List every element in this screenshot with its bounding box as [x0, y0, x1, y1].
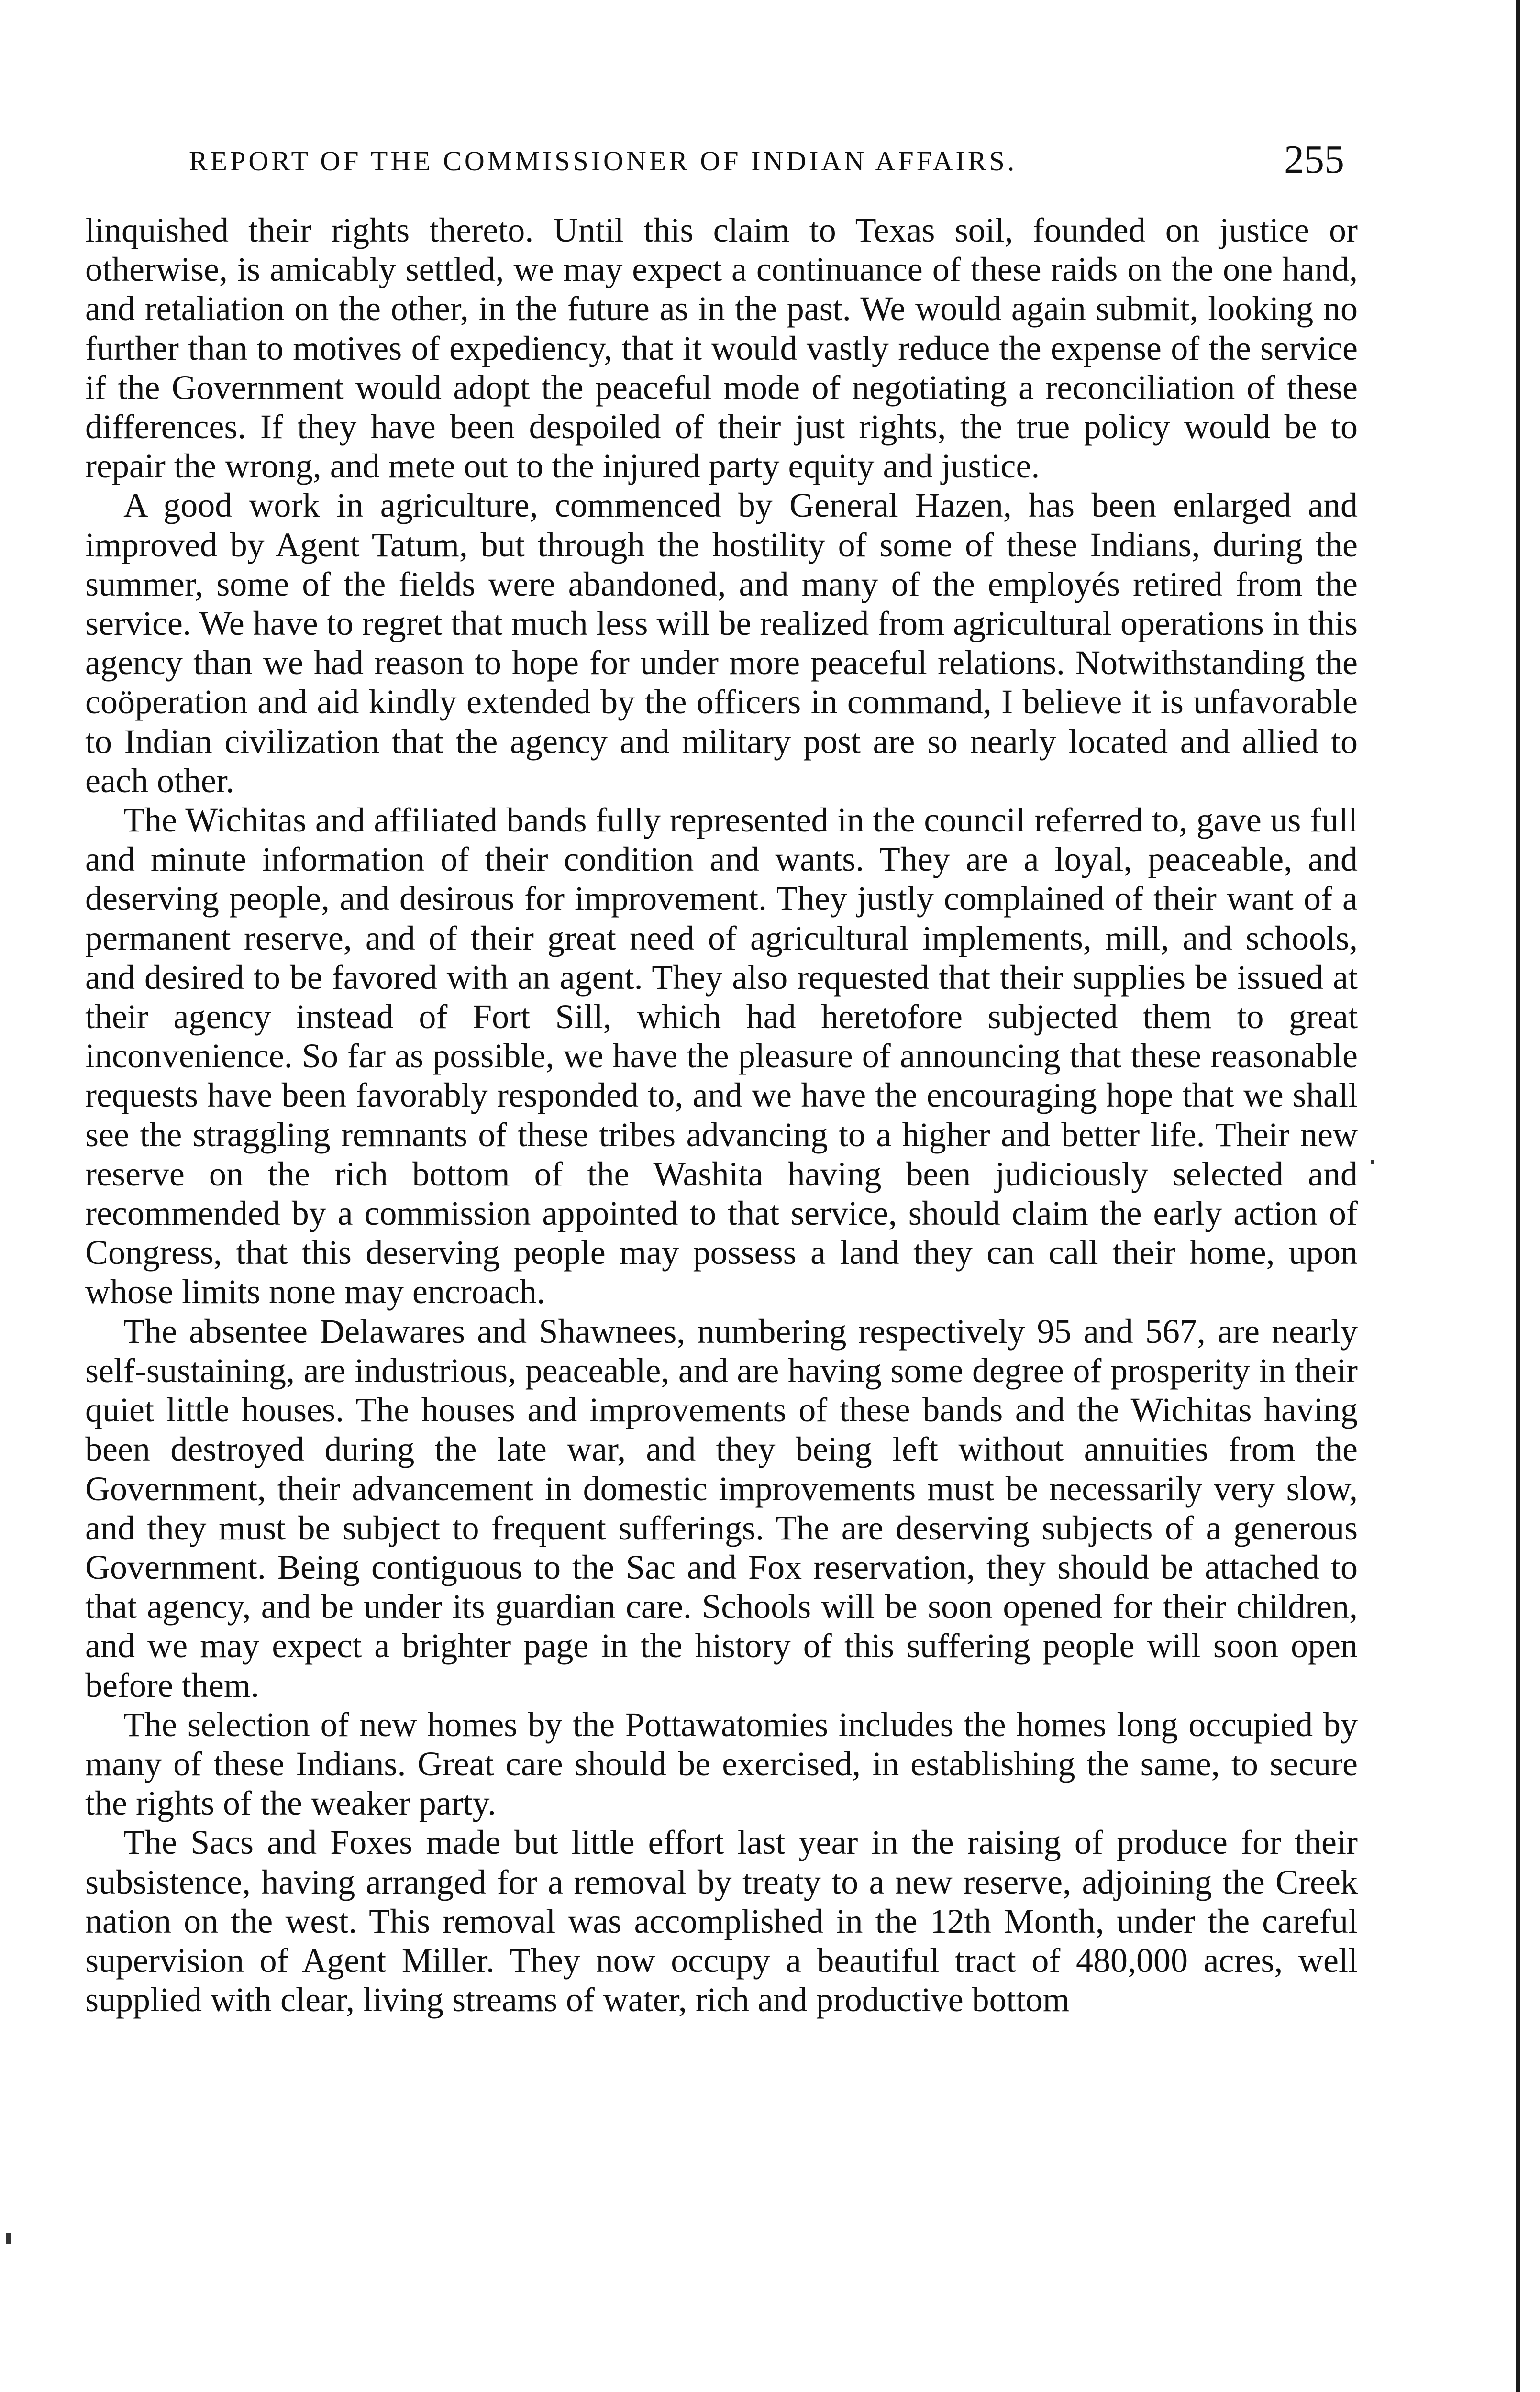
running-title: REPORT OF THE COMMISSIONER OF INDIAN AFFAIRS. — [189, 145, 1018, 177]
running-header — [189, 136, 1344, 189]
paragraph: A good work in agriculture, commenced by General Hazen, has been enlarged and improved by Agent Tatum, but through the hostility of some of these Indians, during the summer, some of the fields were abandoned, and many of the employés retired from the service. We have to regret that much less will be realized from agricultural operations in this agency than we had reason to hope for under more peaceful relations. Notwithstanding the coöperation and aid kindly extended by the officers in command, I believe it is unfavorable to Indian civilization that the agency and military post are so nearly located and allied to each other. — [85, 486, 1358, 800]
page-edge-rule — [1516, 0, 1520, 2392]
paragraph: The absentee Delawares and Shawnees, numbering respectively 95 and 567, are nearly self-sustaining, are industrious, peaceable, and are having some degree of prosperity in their quiet little houses. The houses and improvements of these bands and the Wichitas having been destroyed during the late war, and they being left without annuities from the Government, their advancement in domestic improvements must be necessarily very slow, and they must be subject to frequent sufferings. The are deserving subjects of a generous Government. Being contiguous to the Sac and Fox reservation, they should be attached to that agency, and be under its guardian care. Schools will be soon opened for their children, and we may expect a brighter page in the history of this suffering people will soon open before them. — [85, 1312, 1358, 1705]
stray-print-mark — [6, 2233, 11, 2244]
stray-print-mark — [1371, 1160, 1374, 1164]
paragraph: The Wichitas and affiliated bands fully represented in the council referred to, gave us full and minute information of their condition and wants. They are a loyal, peaceable, and deserving people, and desirous for improvement. They justly complained of their want of a permanent reserve, and of their great need of agricultural implements, mill, and schools, and desired to be favored with an agent. They also requested that their supplies be issued at their agency instead of Fort Sill, which had heretofore subjected them to great inconvenience. So far as possible, we have the pleasure of announcing that these reasonable requests have been favorably responded to, and we have the encouraging hope that we shall see the straggling remnants of these tribes advancing to a higher and better life. Their new reserve on the rich bottom of the Washita having been judiciously selected and recommended by a commission appointed to that service, should claim the early action of Congress, that this deserving people may possess a land they can call their home, upon whose limits none may encroach. — [85, 801, 1358, 1311]
body-text — [85, 210, 1358, 2019]
paragraph: The selection of new homes by the Pottawatomies includes the homes long occupied by many of these Indians. Great care should be exercised, in establishing the same, to secure the rights of the weaker party. — [85, 1705, 1358, 1823]
paragraph: The Sacs and Foxes made but little effort last year in the raising of produce for their subsistence, having arranged for a removal by treaty to a new reserve, adjoining the Creek nation on the west. This removal was accomplished in the 12th Month, under the careful supervision of Agent Miller. They now occupy a beautiful tract of 480,000 acres, well supplied with clear, living streams of water, rich and productive bottom — [85, 1823, 1358, 2019]
paragraph: linquished their rights thereto. Until this claim to Texas soil, founded on justice or otherwise, is amicably settled, we may expect a continuance of these raids on the one hand, and retaliation on the other, in the future as in the past. We would again submit, looking no further than to motives of expediency, that it would vastly reduce the expense of the service if the Government would adopt the peaceful mode of negotiating a reconciliation of these differences. If they have been despoiled of their just rights, the true policy would be to repair the wrong, and mete out to the injured party equity and justice. — [85, 211, 1358, 486]
page-number: 255 — [1284, 137, 1344, 182]
